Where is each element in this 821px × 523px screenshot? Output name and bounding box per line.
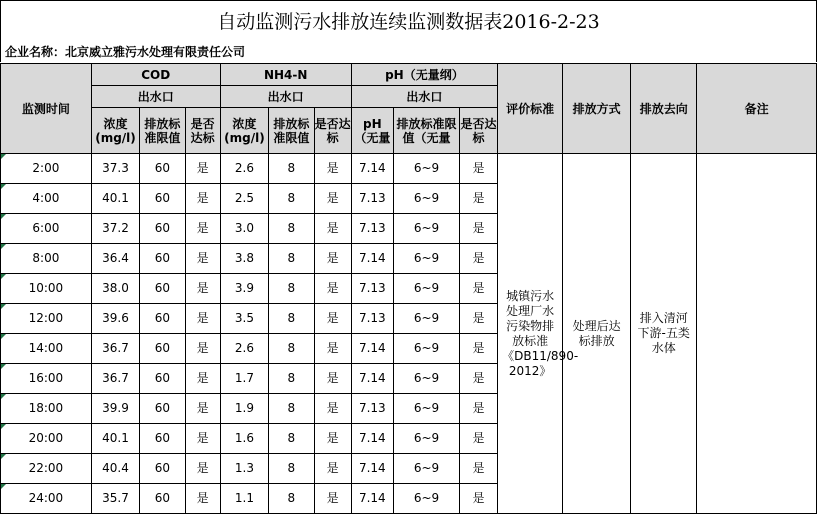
cell-nh4-limit: 8 bbox=[269, 214, 314, 244]
cell-cod-ok: 是 bbox=[185, 454, 220, 484]
cell-time: 4:00 bbox=[1, 184, 92, 214]
header-nh4-outlet: 出水口 bbox=[220, 86, 351, 108]
cell-nh4-ok: 是 bbox=[314, 394, 351, 424]
cell-cod: 40.1 bbox=[91, 424, 139, 454]
cell-nh4-ok: 是 bbox=[314, 184, 351, 214]
cell-nh4: 3.8 bbox=[220, 244, 268, 274]
header-nh4: NH4-N bbox=[220, 64, 351, 86]
company-name: 企业名称：北京威立雅污水处理有限责任公司 bbox=[0, 40, 817, 62]
cell-nh4-ok: 是 bbox=[314, 424, 351, 454]
cell-nh4: 1.7 bbox=[220, 364, 268, 394]
cell-cod-limit: 60 bbox=[140, 484, 185, 514]
cell-nh4: 2.5 bbox=[220, 184, 268, 214]
cell-nh4: 3.9 bbox=[220, 274, 268, 304]
cell-time: 12:00 bbox=[1, 304, 92, 334]
cell-nh4-limit: 8 bbox=[269, 424, 314, 454]
header-ph: pH（无量纲） bbox=[351, 64, 497, 86]
cell-cod-ok: 是 bbox=[185, 274, 220, 304]
cell-ph-ok: 是 bbox=[459, 244, 497, 274]
cell-cod: 36.7 bbox=[91, 334, 139, 364]
cell-cod-ok: 是 bbox=[185, 334, 220, 364]
cell-ph-ok: 是 bbox=[459, 184, 497, 214]
cell-ph: 7.13 bbox=[351, 274, 393, 304]
cell-nh4: 2.6 bbox=[220, 154, 268, 184]
cell-nh4-limit: 8 bbox=[269, 364, 314, 394]
cell-cod-limit: 60 bbox=[140, 304, 185, 334]
cell-nh4-ok: 是 bbox=[314, 154, 351, 184]
header-cod-outlet: 出水口 bbox=[91, 86, 220, 108]
cell-ph-limit: 6~9 bbox=[393, 364, 459, 394]
cell-cod-limit: 60 bbox=[140, 454, 185, 484]
cell-cod: 39.9 bbox=[91, 394, 139, 424]
cell-cod-ok: 是 bbox=[185, 394, 220, 424]
cell-ph-limit: 6~9 bbox=[393, 454, 459, 484]
cell-ph-limit: 6~9 bbox=[393, 214, 459, 244]
cell-ph: 7.14 bbox=[351, 334, 393, 364]
header-ph-meets: 是否达标 bbox=[459, 108, 497, 154]
cell-cod: 36.4 bbox=[91, 244, 139, 274]
cell-nh4-ok: 是 bbox=[314, 364, 351, 394]
header-remark: 备注 bbox=[697, 64, 817, 154]
header-dest: 排放去向 bbox=[631, 64, 697, 154]
header-time: 监测时间 bbox=[1, 64, 92, 154]
cell-nh4-limit: 8 bbox=[269, 394, 314, 424]
cell-nh4: 1.6 bbox=[220, 424, 268, 454]
cell-time: 24:00 bbox=[1, 484, 92, 514]
cell-ph-limit: 6~9 bbox=[393, 304, 459, 334]
cell-ph: 7.14 bbox=[351, 244, 393, 274]
cell-nh4-ok: 是 bbox=[314, 334, 351, 364]
cell-ph: 7.14 bbox=[351, 424, 393, 454]
table-row bbox=[1, 154, 817, 184]
cell-cod-limit: 60 bbox=[140, 394, 185, 424]
cell-cod: 37.3 bbox=[91, 154, 139, 184]
cell-ph-ok: 是 bbox=[459, 454, 497, 484]
cell-ph: 7.13 bbox=[351, 304, 393, 334]
cell-time: 20:00 bbox=[1, 424, 92, 454]
cell-ph: 7.13 bbox=[351, 394, 393, 424]
cell-time: 22:00 bbox=[1, 454, 92, 484]
cell-cod-limit: 60 bbox=[140, 184, 185, 214]
cell-ph-ok: 是 bbox=[459, 334, 497, 364]
cell-ph: 7.13 bbox=[351, 184, 393, 214]
header-cod-conc: 浓度(mg/l) bbox=[91, 108, 139, 154]
cell-ph-limit: 6~9 bbox=[393, 184, 459, 214]
cell-nh4-limit: 8 bbox=[269, 274, 314, 304]
cell-nh4: 2.6 bbox=[220, 334, 268, 364]
header-nh4-limit: 排放标准限值 bbox=[269, 108, 314, 154]
cell-ph: 7.14 bbox=[351, 484, 393, 514]
header-cod-limit: 排放标准限值 bbox=[140, 108, 185, 154]
cell-cod: 37.2 bbox=[91, 214, 139, 244]
cell-cod-ok: 是 bbox=[185, 424, 220, 454]
cell-nh4: 3.0 bbox=[220, 214, 268, 244]
cell-cod-limit: 60 bbox=[140, 244, 185, 274]
header-method: 排放方式 bbox=[563, 64, 631, 154]
cell-cod-ok: 是 bbox=[185, 154, 220, 184]
merged-eval: 城镇污水处理厂水污染物排放标准《DB11/890-2012》 bbox=[498, 154, 563, 514]
cell-nh4-limit: 8 bbox=[269, 244, 314, 274]
cell-time: 2:00 bbox=[1, 154, 92, 184]
cell-nh4-ok: 是 bbox=[314, 304, 351, 334]
cell-cod-limit: 60 bbox=[140, 214, 185, 244]
cell-time: 6:00 bbox=[1, 214, 92, 244]
cell-cod: 39.6 bbox=[91, 304, 139, 334]
cell-ph: 7.14 bbox=[351, 364, 393, 394]
cell-nh4-limit: 8 bbox=[269, 484, 314, 514]
header-ph-value: pH（无量 bbox=[351, 108, 393, 154]
cell-ph-limit: 6~9 bbox=[393, 424, 459, 454]
cell-cod-limit: 60 bbox=[140, 274, 185, 304]
monitoring-table bbox=[0, 63, 817, 514]
cell-nh4-limit: 8 bbox=[269, 304, 314, 334]
cell-ph-limit: 6~9 bbox=[393, 394, 459, 424]
cell-time: 14:00 bbox=[1, 334, 92, 364]
header-eval: 评价标准 bbox=[498, 64, 563, 154]
cell-cod: 35.7 bbox=[91, 484, 139, 514]
cell-cod: 36.7 bbox=[91, 364, 139, 394]
cell-nh4-limit: 8 bbox=[269, 454, 314, 484]
cell-cod-limit: 60 bbox=[140, 154, 185, 184]
cell-ph-ok: 是 bbox=[459, 154, 497, 184]
cell-cod-limit: 60 bbox=[140, 364, 185, 394]
cell-nh4: 3.5 bbox=[220, 304, 268, 334]
cell-cod: 38.0 bbox=[91, 274, 139, 304]
cell-ph-ok: 是 bbox=[459, 304, 497, 334]
cell-cod-ok: 是 bbox=[185, 184, 220, 214]
cell-cod-ok: 是 bbox=[185, 364, 220, 394]
cell-ph-ok: 是 bbox=[459, 364, 497, 394]
cell-time: 8:00 bbox=[1, 244, 92, 274]
header-nh4-conc: 浓度(mg/l) bbox=[220, 108, 268, 154]
merged-remark bbox=[697, 154, 817, 514]
cell-time: 18:00 bbox=[1, 394, 92, 424]
cell-ph-ok: 是 bbox=[459, 394, 497, 424]
cell-ph-limit: 6~9 bbox=[393, 484, 459, 514]
cell-cod: 40.4 bbox=[91, 454, 139, 484]
cell-cod-ok: 是 bbox=[185, 484, 220, 514]
cell-ph: 7.14 bbox=[351, 154, 393, 184]
cell-cod-limit: 60 bbox=[140, 334, 185, 364]
cell-nh4-ok: 是 bbox=[314, 274, 351, 304]
cell-time: 10:00 bbox=[1, 274, 92, 304]
cell-nh4: 1.1 bbox=[220, 484, 268, 514]
cell-ph-ok: 是 bbox=[459, 424, 497, 454]
header-cod: COD bbox=[91, 64, 220, 86]
header-ph-limit: 排放标准限值（无量 bbox=[393, 108, 459, 154]
cell-ph: 7.13 bbox=[351, 214, 393, 244]
cell-nh4-limit: 8 bbox=[269, 184, 314, 214]
cell-time: 16:00 bbox=[1, 364, 92, 394]
header-nh4-meets: 是否达标 bbox=[314, 108, 351, 154]
cell-ph-limit: 6~9 bbox=[393, 154, 459, 184]
merged-dest: 排入清河下游-五类水体 bbox=[631, 154, 697, 514]
cell-ph-limit: 6~9 bbox=[393, 244, 459, 274]
cell-nh4-ok: 是 bbox=[314, 244, 351, 274]
cell-cod-ok: 是 bbox=[185, 214, 220, 244]
cell-nh4: 1.9 bbox=[220, 394, 268, 424]
header-cod-meets: 是否达标 bbox=[185, 108, 220, 154]
cell-cod-limit: 60 bbox=[140, 424, 185, 454]
cell-nh4-limit: 8 bbox=[269, 154, 314, 184]
header-ph-outlet: 出水口 bbox=[351, 86, 497, 108]
cell-ph: 7.14 bbox=[351, 454, 393, 484]
report-title: 自动监测污水排放连续监测数据表2016-2-23 bbox=[0, 0, 817, 40]
cell-cod-ok: 是 bbox=[185, 244, 220, 274]
cell-nh4-ok: 是 bbox=[314, 454, 351, 484]
cell-cod-ok: 是 bbox=[185, 304, 220, 334]
cell-nh4-ok: 是 bbox=[314, 214, 351, 244]
cell-cod: 40.1 bbox=[91, 184, 139, 214]
cell-nh4-limit: 8 bbox=[269, 334, 314, 364]
merged-method: 处理后达标排放 bbox=[563, 154, 631, 514]
cell-nh4: 1.3 bbox=[220, 454, 268, 484]
cell-nh4-ok: 是 bbox=[314, 484, 351, 514]
cell-ph-limit: 6~9 bbox=[393, 274, 459, 304]
cell-ph-ok: 是 bbox=[459, 274, 497, 304]
cell-ph-limit: 6~9 bbox=[393, 334, 459, 364]
cell-ph-ok: 是 bbox=[459, 484, 497, 514]
cell-ph-ok: 是 bbox=[459, 214, 497, 244]
